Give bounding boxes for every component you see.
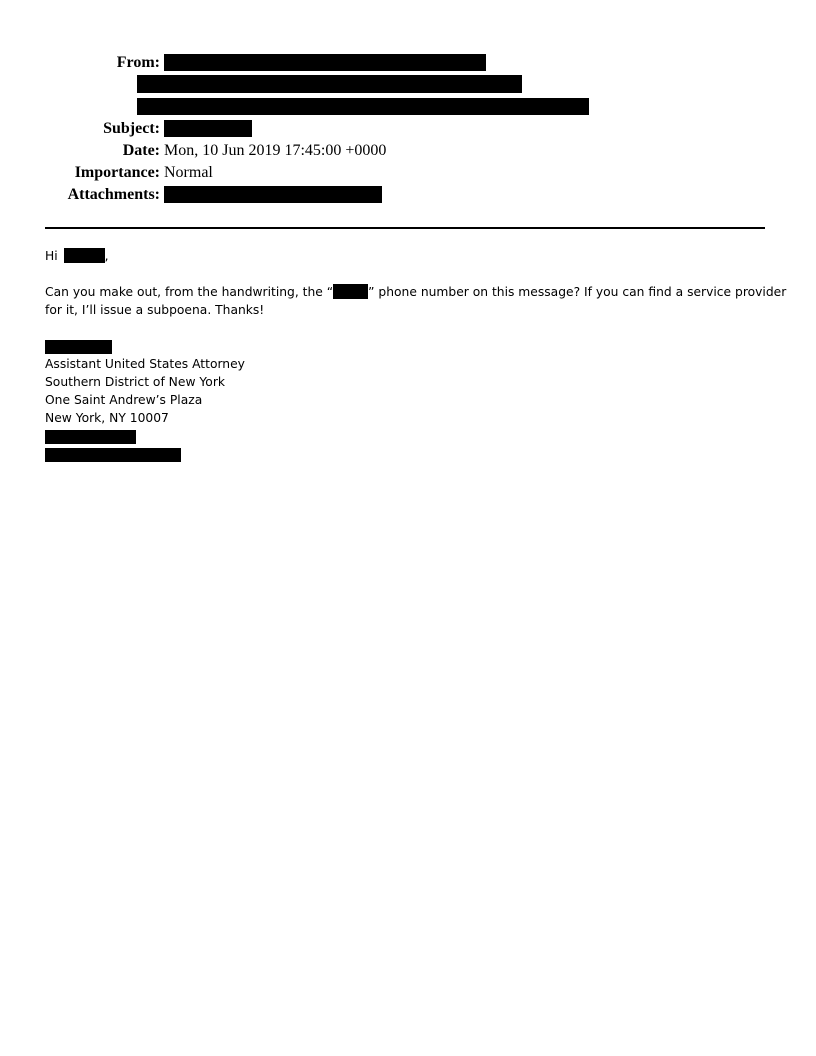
from-redaction-1 <box>164 54 486 71</box>
signature-phone-redaction <box>45 430 136 444</box>
message-line-2 <box>45 301 264 319</box>
from-redaction-3 <box>137 98 589 115</box>
message-text-1b: ” phone number on this message? If you can find a service provider <box>368 285 787 299</box>
message-line-1 <box>45 283 786 301</box>
signature-address-2: New York, NY 10007 <box>45 411 169 425</box>
importance-row <box>0 162 816 184</box>
subject-redaction <box>164 120 252 137</box>
importance-label: Importance: <box>74 164 160 181</box>
attachments-label: Attachments: <box>67 186 160 203</box>
from-redaction-2 <box>137 75 522 93</box>
date-label: Date: <box>122 142 160 159</box>
signature-email-redaction <box>45 448 181 462</box>
importance-value: Normal <box>164 164 213 181</box>
attachments-redaction <box>164 186 382 203</box>
greeting-suffix: , <box>104 249 109 263</box>
message-text-1a: Can you make out, from the handwriting, the “ <box>45 285 334 299</box>
signature-title: Assistant United States Attorney <box>45 357 245 371</box>
date-value: Mon, 10 Jun 2019 17:45:00 +0000 <box>164 142 387 159</box>
message-text-2: for it, I’ll issue a subpoena. Thanks! <box>45 303 265 317</box>
subject-label: Subject: <box>103 120 160 137</box>
greeting-line <box>45 247 109 265</box>
signature-address-1: One Saint Andrew’s Plaza <box>45 393 203 407</box>
sender-name-redaction <box>45 340 112 354</box>
attachments-row <box>0 184 816 206</box>
header-divider <box>45 227 765 229</box>
recipient-name-redaction <box>64 248 105 263</box>
greeting-text: Hi <box>45 249 58 263</box>
date-row <box>0 140 816 162</box>
signature-office: Southern District of New York <box>45 375 225 389</box>
subject-row <box>0 118 816 140</box>
phone-label-redaction <box>333 284 368 299</box>
from-label: From: <box>116 54 160 71</box>
